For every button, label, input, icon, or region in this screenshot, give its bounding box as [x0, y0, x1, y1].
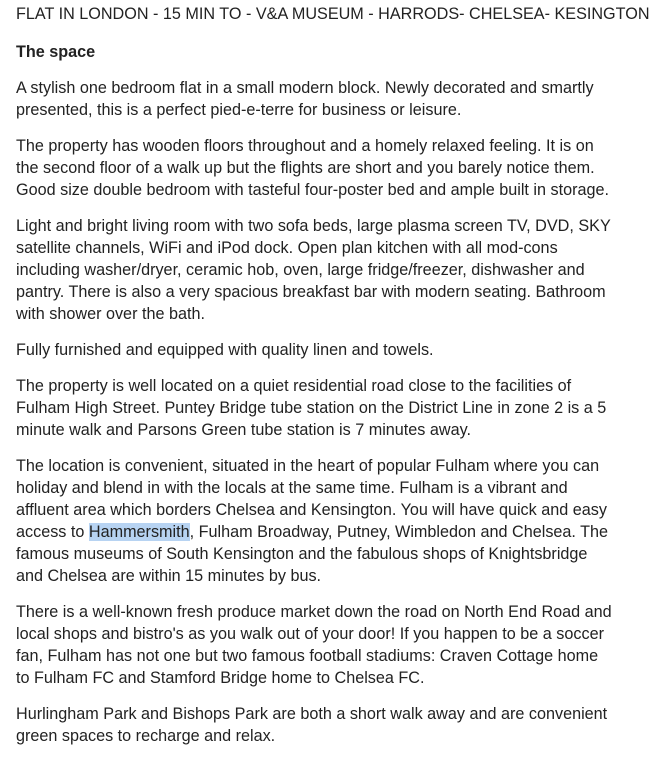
section-heading-the-space: The space	[16, 43, 96, 61]
listing-title: FLAT IN LONDON - 15 MIN TO - V&A MUSEUM - HARRODS- CHELSEA- KESINGTON	[16, 5, 650, 23]
location-text-before: The location is convenient, situated in the heart of popular Fulham where you can holiday and blend in with the locals at the same time. Fulham is a vibrant and affluent area which borders Chelsea and Kensington. You will have quick and easy access to	[16, 457, 607, 541]
paragraph-location	[16, 455, 616, 587]
paragraph-living-kitchen: Light and bright living room with two sofa beds, large plasma screen TV, DVD, SKY satellite channels, WiFi and iPod dock. Open plan kitchen with all mod-cons including washer/dryer, ceramic hob, oven, large fridge/freezer, dishwasher and pantry. There is also a very spacious breakfast bar with modern seating. Bathroom with shower over the bath.	[16, 217, 611, 323]
paragraph-intro: A stylish one bedroom flat in a small modern block. Newly decorated and smartly presented, this is a perfect pied-e-terre for business or leisure.	[16, 79, 594, 119]
highlighted-text-selection[interactable]: Hammersmith	[88, 523, 190, 541]
paragraph-parks: Hurlingham Park and Bishops Park are both a short walk away and are convenient green spaces to recharge and relax.	[16, 705, 608, 745]
location-text-after: , Fulham Broadway, Putney, Wimbledon and Chelsea. The famous museums of South Kensington and the fabulous shops of Knightsbridge and Chelsea are within 15 minutes by bus.	[16, 523, 609, 585]
paragraph-market-football: There is a well-known fresh produce market down the road on North End Road and local shops and bistro's as you walk out of your door! If you happen to be a soccer fan, Fulham has not one but two famous football stadiums: Craven Cottage home to Fulham FC and Stamford Bridge home to Chelsea FC.	[16, 603, 612, 687]
paragraph-furnished: Fully furnished and equipped with quality linen and towels.	[16, 341, 434, 359]
paragraph-transport: The property is well located on a quiet residential road close to the facilities of Fulham High Street. Puntey Bridge tube station on the District Line in zone 2 is a 5 minute walk and Parsons Green tube station is 7 minutes away.	[16, 377, 607, 439]
paragraph-floors-bedroom: The property has wooden floors throughout and a homely relaxed feeling. It is on the second floor of a walk up but the flights are short and you barely notice them. Good size double bedroom with tasteful four-poster bed and ample built in storage.	[16, 137, 609, 199]
